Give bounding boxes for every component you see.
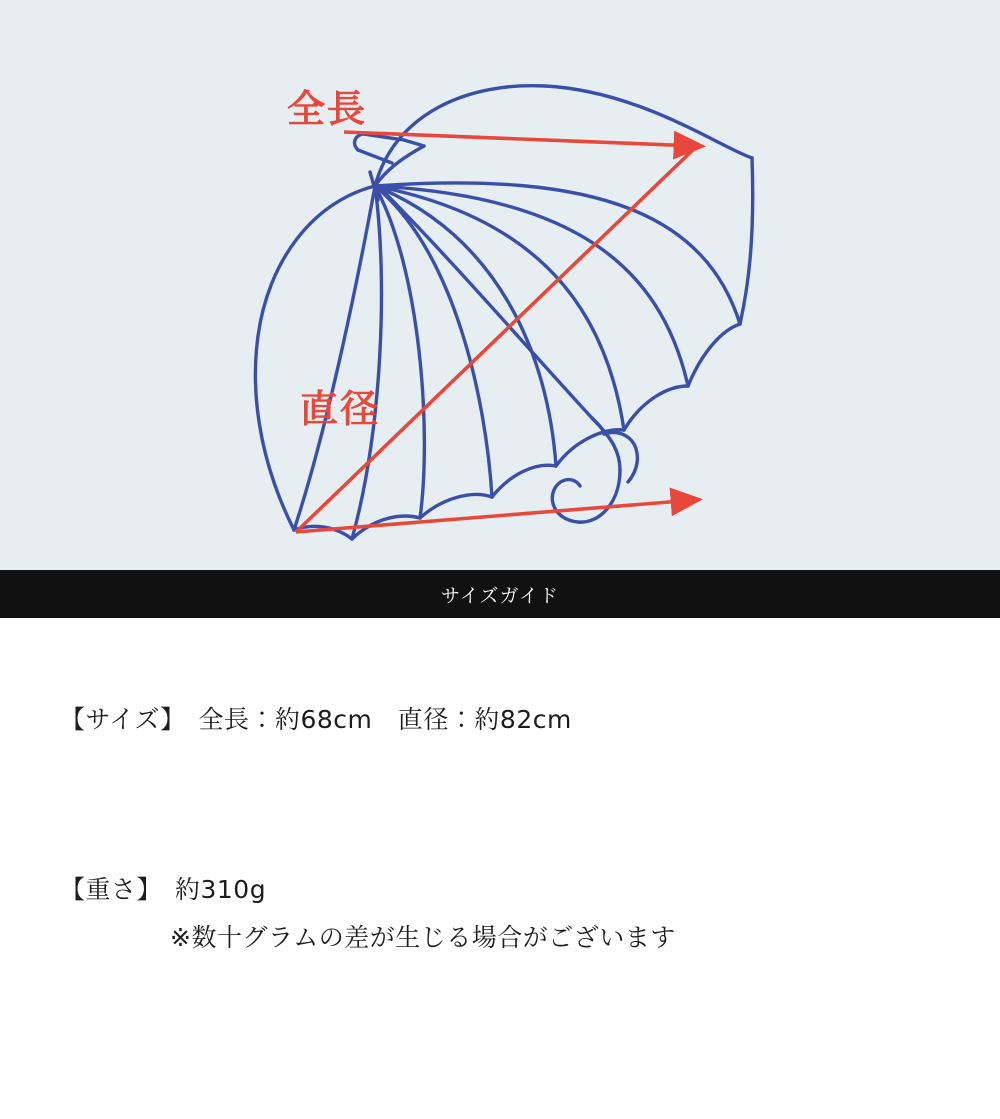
diameter-arrow-head <box>296 500 694 532</box>
label-diameter: 直径 <box>300 387 381 431</box>
spec-area <box>0 618 1000 1119</box>
spec-size-line: 【サイズ】 全長：約68cm 直径：約82cm <box>60 705 572 734</box>
size-guide-caption-bar <box>0 570 1000 618</box>
umbrella-outline <box>255 86 752 539</box>
spec-weight-note: ※数十グラムの差が生じる場合がございます <box>170 923 676 952</box>
spec-weight-line: 【重さ】 約310g <box>60 875 267 904</box>
label-total-length: 全長 <box>287 87 368 131</box>
size-guide-caption-text: サイズガイド <box>441 584 559 607</box>
